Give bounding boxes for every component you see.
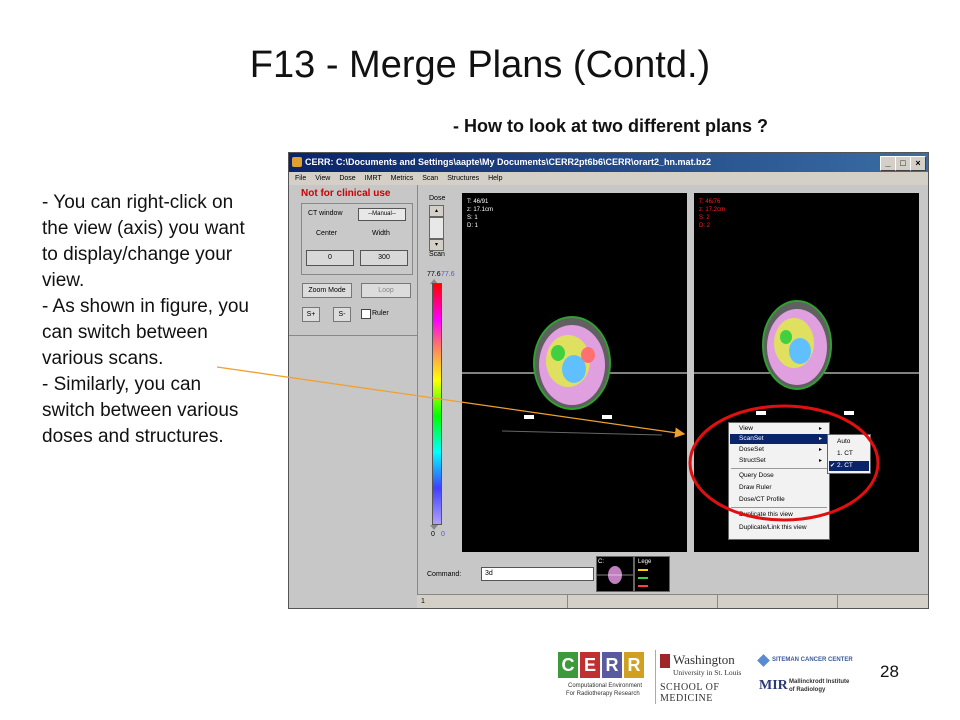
menu-metrics[interactable]: Metrics (390, 175, 414, 182)
submenu-arrow-icon: ▸ (819, 426, 823, 432)
washu-name: Washington (673, 652, 735, 667)
washu-subname: University in St. Louis (673, 668, 742, 677)
menu-item-duplicate-view[interactable]: Duplicate this view (739, 511, 793, 518)
cerr-caption: For Radiotherapy Research (566, 691, 640, 697)
view-info-line: z: 17.2cm (699, 207, 726, 213)
bullet-item: - You can right-click on the view (axis) you want to display/change your view. (42, 192, 245, 291)
legend-label: Lege (638, 559, 652, 565)
width-input[interactable]: 300 (360, 250, 408, 266)
view-info-line: D: 1 (467, 223, 479, 229)
minimize-button[interactable]: _ (880, 156, 896, 171)
shield-icon (660, 654, 670, 668)
slice-plus-button[interactable]: S+ (302, 307, 320, 322)
view-info-line: S: 1 (467, 215, 478, 221)
cerr-letter: R (624, 652, 644, 678)
siteman-text: SITEMAN CANCER CENTER (772, 657, 853, 663)
ct-window-label: CT window (308, 210, 343, 217)
slice-minus-button[interactable]: S- (333, 307, 351, 322)
maximize-button[interactable]: □ (895, 156, 911, 171)
washu-logo (660, 652, 756, 704)
submenu-arrow-icon: ▸ (819, 447, 823, 453)
mini-view-label: C: (598, 559, 604, 565)
menu-item-doseset[interactable]: DoseSet (739, 446, 764, 453)
window-title: CERR: C:\Documents and Settings\aapte\My Documents\CERR2pt6b6\CERR\orart2_hn.mat.bz2 (305, 157, 712, 167)
washu-school: SCHOOL OF MEDICINE (660, 682, 720, 704)
cerr-caption: Computational Environment (568, 683, 643, 689)
scan-down-arrow-icon[interactable]: ▾ (429, 239, 444, 251)
logo-divider (655, 650, 656, 704)
close-button[interactable]: × (910, 156, 926, 171)
command-label: Command: (427, 571, 462, 578)
view-info-line: S: 2 (699, 215, 710, 221)
cerr-letter: R (602, 652, 622, 678)
menu-view[interactable]: View (315, 175, 331, 182)
colorbar-max-value-2: 77.6 (441, 271, 455, 278)
view-info-line: T: 46/76 (699, 199, 721, 205)
submenu-item-ct1[interactable]: 1. CT (837, 450, 853, 457)
menu-item-dose-ct-profile[interactable]: Dose/CT Profile (739, 496, 785, 503)
colorbar-min-value-2: 0 (441, 531, 445, 538)
submenu-arrow-icon: ▸ (819, 436, 823, 442)
institution-logos (556, 650, 856, 706)
view-info-line: D: 2 (699, 223, 711, 229)
submenu-arrow-icon: ▸ (819, 458, 823, 464)
ct-window-select[interactable]: --Manual-- (358, 208, 406, 221)
submenu-item-auto[interactable]: Auto (837, 438, 851, 445)
siteman-icon (757, 654, 770, 667)
colorbar-max-value: 77.6 (427, 271, 441, 278)
menu-item-query-dose[interactable]: Query Dose (739, 472, 774, 479)
menu-help[interactable]: Help (488, 175, 503, 182)
cerr-letter: E (580, 652, 600, 678)
bullet-item: - As shown in figure, you can switch between various scans. (42, 296, 249, 369)
cerr-letter: C (558, 652, 578, 678)
menu-item-structset[interactable]: StructSet (739, 457, 766, 464)
mir-mark: MIR (759, 678, 788, 693)
width-label: Width (372, 230, 390, 237)
dose-up-arrow-icon[interactable]: ▴ (429, 205, 444, 217)
center-label: Center (316, 230, 338, 237)
dose-label: Dose (429, 195, 446, 202)
slide-title: F13 - Merge Plans (Contd.) (249, 44, 711, 86)
colorbar-min-value: 0 (431, 531, 435, 538)
annotation-arrow-icon (217, 367, 684, 434)
mir-text: of Radiology (789, 687, 826, 693)
loop-button[interactable]: Loop (361, 283, 411, 298)
command-input[interactable]: 3d (481, 567, 594, 581)
checkmark-icon: ✔ (830, 463, 836, 469)
view-info-line: z: 17.1cm (467, 207, 494, 213)
ruler-label: Ruler (372, 310, 389, 317)
menu-item-duplicate-link-view[interactable]: Duplicate/Link this view (739, 524, 807, 531)
scan-label: Scan (429, 251, 445, 258)
menu-item-draw-ruler[interactable]: Draw Ruler (739, 484, 772, 491)
menu-file[interactable]: File (295, 175, 307, 182)
highlight-circle-icon (690, 406, 878, 520)
clinical-warning: Not for clinical use (301, 188, 391, 199)
menu-scan[interactable]: Scan (422, 175, 439, 182)
menu-item-view[interactable]: View (739, 425, 753, 432)
cerr-logo (556, 650, 652, 704)
zoom-mode-button[interactable]: Zoom Mode (302, 283, 352, 298)
status-page: 1 (421, 598, 425, 605)
page-number: 28 (880, 662, 899, 681)
partner-logos (759, 652, 856, 704)
mir-text: Mallinckrodt Institute (789, 679, 850, 685)
bullet-item: - Similarly, you can switch between various doses and structures. (42, 374, 239, 447)
slide-subtitle: - How to look at two different plans ? (453, 116, 768, 136)
center-input[interactable]: 0 (306, 250, 354, 266)
menu-item-scanset[interactable]: ScanSet (730, 434, 828, 444)
menu-imrt[interactable]: IMRT (364, 175, 382, 182)
menu-dose[interactable]: Dose (339, 175, 356, 182)
menu-structures[interactable]: Structures (447, 175, 480, 182)
submenu-item-ct2[interactable]: 2. CT (829, 461, 869, 471)
view-info-line: T: 46/91 (467, 199, 489, 205)
